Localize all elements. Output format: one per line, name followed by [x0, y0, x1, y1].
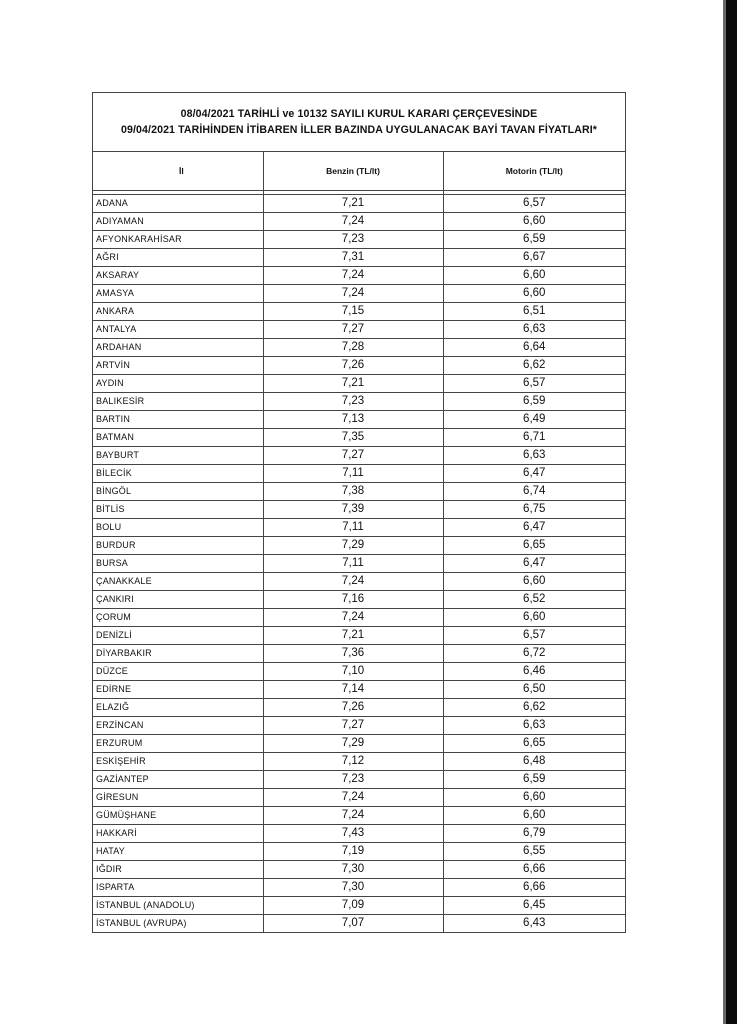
- gasoline-price-cell: 7,24: [263, 789, 443, 807]
- diesel-price-cell: 6,60: [443, 213, 625, 231]
- province-cell: ERZURUM: [93, 735, 263, 753]
- gasoline-price-cell: 7,23: [263, 771, 443, 789]
- diesel-price-cell: 6,74: [443, 483, 625, 501]
- diesel-price-cell: 6,59: [443, 393, 625, 411]
- table-row: [93, 789, 625, 807]
- table-row: [93, 807, 625, 825]
- diesel-price-cell: 6,60: [443, 609, 625, 627]
- diesel-price-cell: 6,71: [443, 429, 625, 447]
- gasoline-price-cell: 7,30: [263, 861, 443, 879]
- province-cell: AMASYA: [93, 285, 263, 303]
- diesel-price-cell: 6,75: [443, 501, 625, 519]
- diesel-price-cell: 6,59: [443, 231, 625, 249]
- diesel-price-cell: 6,60: [443, 789, 625, 807]
- table-row: [93, 339, 625, 357]
- province-cell: HATAY: [93, 843, 263, 861]
- diesel-price-cell: 6,66: [443, 861, 625, 879]
- diesel-price-cell: 6,60: [443, 267, 625, 285]
- diesel-price-cell: 6,67: [443, 249, 625, 267]
- price-document: [92, 92, 626, 933]
- province-cell: DİYARBAKIR: [93, 645, 263, 663]
- table-row: [93, 537, 625, 555]
- province-cell: ÇANAKKALE: [93, 573, 263, 591]
- table-row: [93, 195, 625, 213]
- province-cell: BİNGÖL: [93, 483, 263, 501]
- province-cell: IĞDIR: [93, 861, 263, 879]
- gasoline-price-cell: 7,12: [263, 753, 443, 771]
- gasoline-price-cell: 7,27: [263, 717, 443, 735]
- province-cell: ESKİŞEHİR: [93, 753, 263, 771]
- province-cell: ARDAHAN: [93, 339, 263, 357]
- diesel-price-cell: 6,72: [443, 645, 625, 663]
- document-title: [93, 93, 625, 152]
- province-cell: BURSA: [93, 555, 263, 573]
- diesel-price-cell: 6,52: [443, 591, 625, 609]
- province-cell: ISPARTA: [93, 879, 263, 897]
- province-cell: DENİZLİ: [93, 627, 263, 645]
- gasoline-price-cell: 7,10: [263, 663, 443, 681]
- gasoline-price-cell: 7,11: [263, 519, 443, 537]
- diesel-price-cell: 6,63: [443, 447, 625, 465]
- gasoline-price-cell: 7,24: [263, 213, 443, 231]
- table-row: [93, 591, 625, 609]
- gasoline-price-cell: 7,23: [263, 393, 443, 411]
- province-cell: İSTANBUL (AVRUPA): [93, 915, 263, 933]
- gasoline-price-cell: 7,31: [263, 249, 443, 267]
- diesel-price-cell: 6,46: [443, 663, 625, 681]
- table-header-row: [93, 152, 625, 191]
- gasoline-price-cell: 7,27: [263, 321, 443, 339]
- province-cell: EDİRNE: [93, 681, 263, 699]
- table-row: [93, 411, 625, 429]
- gasoline-price-cell: 7,26: [263, 357, 443, 375]
- province-cell: ANTALYA: [93, 321, 263, 339]
- diesel-price-cell: 6,55: [443, 843, 625, 861]
- title-line-1: 08/04/2021 TARİHLİ ve 10132 SAYILI KURUL KARARI ÇERÇEVESİNDE: [180, 108, 538, 120]
- table-row: [93, 501, 625, 519]
- table-row: [93, 735, 625, 753]
- province-cell: ÇANKIRI: [93, 591, 263, 609]
- table-row: [93, 573, 625, 591]
- gasoline-price-cell: 7,43: [263, 825, 443, 843]
- diesel-price-cell: 6,43: [523, 917, 546, 929]
- diesel-price-cell: 6,60: [443, 573, 625, 591]
- table-row: [93, 753, 625, 771]
- province-cell: ELAZIĞ: [93, 699, 263, 717]
- gasoline-price-cell: 7,27: [263, 447, 443, 465]
- province-cell: BARTIN: [93, 411, 263, 429]
- table-row: [93, 861, 625, 879]
- diesel-price-cell: 6,45: [443, 897, 625, 915]
- gasoline-price-cell: 7,24: [263, 267, 443, 285]
- gasoline-price-cell: 7,13: [263, 411, 443, 429]
- diesel-price-cell: 6,47: [443, 519, 625, 537]
- diesel-price-cell: 6,60: [443, 807, 625, 825]
- province-cell: ERZİNCAN: [93, 717, 263, 735]
- table-row: [93, 663, 625, 681]
- gasoline-price-cell: 7,15: [263, 303, 443, 321]
- table-row: [93, 645, 625, 663]
- province-cell: HAKKARİ: [93, 825, 263, 843]
- table-row: [93, 429, 625, 447]
- table-row: [93, 303, 625, 321]
- province-cell: GİRESUN: [93, 789, 263, 807]
- gasoline-price-cell: 7,14: [263, 681, 443, 699]
- province-cell: ANKARA: [93, 303, 263, 321]
- table-row: [93, 447, 625, 465]
- table-row: [93, 231, 625, 249]
- gasoline-price-cell: 7,24: [263, 573, 443, 591]
- province-cell: GÜMÜŞHANE: [93, 807, 263, 825]
- province-cell: DÜZCE: [93, 663, 263, 681]
- gasoline-price-cell: 7,19: [263, 843, 443, 861]
- diesel-price-cell: 6,48: [443, 753, 625, 771]
- table-row: [93, 321, 625, 339]
- diesel-price-cell: 6,47: [443, 465, 625, 483]
- province-cell: İSTANBUL (ANADOLU): [93, 897, 263, 915]
- table-row: [93, 681, 625, 699]
- table-row: [93, 771, 625, 789]
- table-row: [93, 555, 625, 573]
- table-row: [93, 609, 625, 627]
- table-row: [93, 519, 625, 537]
- diesel-price-cell: 6,59: [443, 771, 625, 789]
- province-cell: BİLECİK: [93, 465, 263, 483]
- province-cell: AKSARAY: [93, 267, 263, 285]
- table-body: [93, 191, 625, 933]
- gasoline-price-cell: 7,35: [263, 429, 443, 447]
- diesel-price-cell: 6,49: [443, 411, 625, 429]
- province-cell: ARTVİN: [93, 357, 263, 375]
- table-row: [93, 267, 625, 285]
- province-cell: ÇORUM: [93, 609, 263, 627]
- province-cell: BİTLİS: [93, 501, 263, 519]
- table-row: [93, 249, 625, 267]
- gasoline-price-cell: 7,24: [263, 609, 443, 627]
- diesel-price-cell: 6,66: [443, 879, 625, 897]
- diesel-price-cell: 6,62: [443, 357, 625, 375]
- table-row: [93, 717, 625, 735]
- gasoline-price-cell: 7,24: [263, 285, 443, 303]
- table-row: [93, 393, 625, 411]
- gasoline-price-cell: 7,11: [263, 555, 443, 573]
- price-table: [93, 152, 625, 932]
- diesel-price-cell: 6,63: [443, 321, 625, 339]
- diesel-price-cell: 6,79: [443, 825, 625, 843]
- diesel-price-cell: 6,51: [443, 303, 625, 321]
- gasoline-price-cell: 7,21: [263, 627, 443, 645]
- gasoline-price-cell: 7,38: [263, 483, 443, 501]
- diesel-price-cell: 6,57: [443, 627, 625, 645]
- table-row: [93, 375, 625, 393]
- title-line-2: 09/04/2021 TARİHİNDEN İTİBAREN İLLER BAZINDA UYGULANACAK BAYİ TAVAN FİYATLARI*: [121, 124, 597, 136]
- gasoline-price-cell: 7,36: [263, 645, 443, 663]
- diesel-price-cell: 6,57: [443, 195, 625, 213]
- diesel-price-cell: 6,50: [443, 681, 625, 699]
- diesel-price-cell: 6,64: [443, 339, 625, 357]
- gasoline-price-cell: 7,29: [263, 735, 443, 753]
- province-cell: AĞRI: [93, 249, 263, 267]
- gasoline-price-cell: 7,24: [263, 807, 443, 825]
- table-row: [93, 879, 625, 897]
- diesel-price-cell: 6,47: [443, 555, 625, 573]
- province-cell: ADANA: [93, 195, 263, 213]
- table-row: [93, 357, 625, 375]
- table-row: [93, 843, 625, 861]
- table-row: [93, 915, 625, 933]
- column-header-diesel: Motorin (TL/lt): [443, 152, 625, 191]
- diesel-price-cell: 6,60: [443, 285, 625, 303]
- gasoline-price-cell: 7,21: [263, 195, 443, 213]
- province-cell: AYDIN: [93, 375, 263, 393]
- province-cell: BALIKESİR: [93, 393, 263, 411]
- gasoline-price-cell: 7,16: [263, 591, 443, 609]
- gasoline-price-cell: 7,11: [263, 465, 443, 483]
- column-header-province: İl: [93, 152, 263, 191]
- diesel-price-cell: 6,57: [443, 375, 625, 393]
- gasoline-price-cell: 7,23: [263, 231, 443, 249]
- gasoline-price-cell: 7,07: [263, 915, 443, 933]
- diesel-price-cell: 6,63: [443, 717, 625, 735]
- gasoline-price-cell: 7,39: [263, 501, 443, 519]
- province-cell: BURDUR: [93, 537, 263, 555]
- diesel-price-cell: 6,65: [443, 537, 625, 555]
- diesel-price-cell: 6,62: [443, 699, 625, 717]
- province-cell: BOLU: [93, 519, 263, 537]
- diesel-price-cell: 6,65: [443, 735, 625, 753]
- province-cell: AFYONKARAHİSAR: [93, 231, 263, 249]
- province-cell: GAZİANTEP: [93, 771, 263, 789]
- province-cell: BAYBURT: [93, 447, 263, 465]
- column-header-gasoline: Benzin (TL/lt): [263, 152, 443, 191]
- table-row: [93, 483, 625, 501]
- table-row: [93, 897, 625, 915]
- province-cell: ADIYAMAN: [93, 213, 263, 231]
- window-edge: [723, 0, 737, 1024]
- table-row: [93, 285, 625, 303]
- table-row: [93, 627, 625, 645]
- gasoline-price-cell: 7,26: [263, 699, 443, 717]
- gasoline-price-cell: 7,28: [263, 339, 443, 357]
- table-row: [93, 825, 625, 843]
- table-row: [93, 213, 625, 231]
- table-row: [93, 699, 625, 717]
- gasoline-price-cell: 7,21: [263, 375, 443, 393]
- gasoline-price-cell: 7,09: [263, 897, 443, 915]
- province-cell: BATMAN: [93, 429, 263, 447]
- gasoline-price-cell: 7,29: [263, 537, 443, 555]
- table-row: [93, 465, 625, 483]
- gasoline-price-cell: 7,30: [263, 879, 443, 897]
